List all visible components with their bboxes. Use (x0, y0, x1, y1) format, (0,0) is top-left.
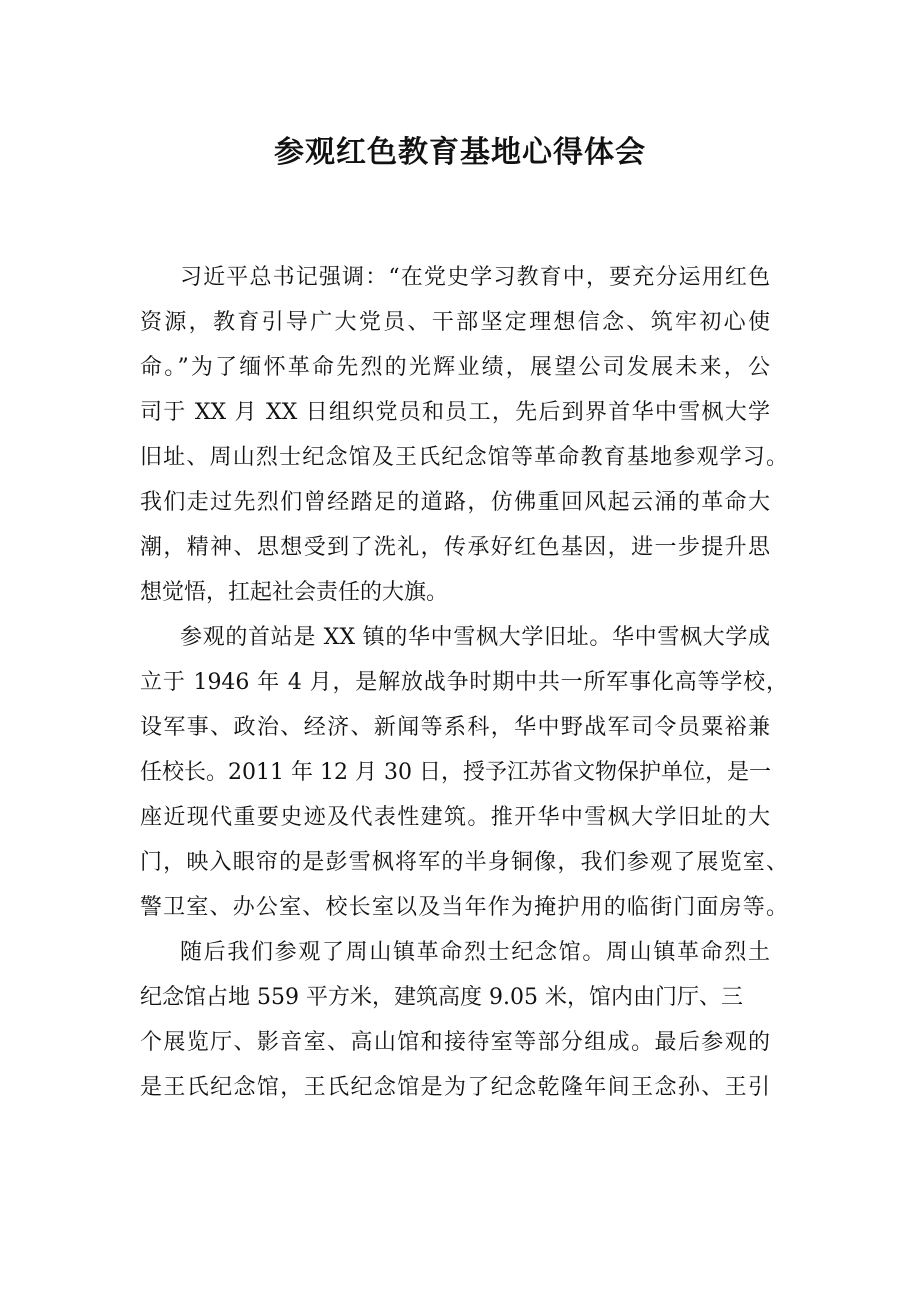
paragraph-3-line-1: 随后我们参观了周山镇革命烈士纪念馆。周山镇革命烈土 (180, 940, 770, 965)
paragraph-2-line-5: 座近现代重要史迹及代表性建筑。推开华中雪枫大学旧址的大 (140, 805, 770, 830)
paragraph-1-line-1: 习近平总书记强调：“在党史学习教育中，要充分运用红色 (180, 265, 770, 290)
paragraph-3-line-4: 是王氏纪念馆，王氏纪念馆是为了纪念乾隆年间王念孙、王引 (140, 1075, 770, 1100)
paragraph-2-line-4: 任校长。2011 年 12 月 30 日，授予江苏省文物保护单位，是一 (140, 760, 771, 785)
paragraph-1-line-3: 命。”为了缅怀革命先烈的光辉业绩，展望公司发展未来，公 (140, 355, 770, 380)
paragraph-3-line-3: 个展览厅、影音室、高山馆和接待室等部分组成。最后参观的 (140, 1030, 770, 1055)
paragraph-2-line-1: 参观的首站是 XX 镇的华中雪枫大学旧址。华中雪枫大学成 (180, 625, 770, 650)
paragraph-2-line-3: 设军事、政治、经济、新闻等系科，华中野战军司令员粟裕兼 (140, 715, 770, 740)
paragraph-1-line-8: 想觉悟，扛起社会责任的大旗。 (140, 580, 449, 605)
paragraph-1-line-5: 旧址、周山烈士纪念馆及王氏纪念馆等革命教育基地参观学习。 (140, 445, 788, 470)
paragraph-1-line-7: 潮，精神、思想受到了洗礼，传承好红色基因，进一步提升思 (140, 535, 770, 560)
paragraph-2-line-6: 门，映入眼帘的是彭雪枫将军的半身铜像，我们参观了展览室、 (140, 850, 788, 875)
document-title: 参观红色教育基地心得体会 (274, 135, 646, 170)
paragraph-3-line-2: 纪念馆占地 559 平方米，建筑高度 9.05 米，馆内由门厅、三 (140, 985, 743, 1010)
paragraph-1-line-2: 资源，教育引导广大党员、干部坚定理想信念、筑牢初心使 (140, 310, 770, 335)
paragraph-1-line-6: 我们走过先烈们曾经踏足的道路，仿佛重回风起云涌的革命大 (140, 490, 770, 515)
paragraph-1-line-4: 司于 XX 月 XX 日组织党员和员工，先后到界首华中雪枫大学 (140, 400, 770, 425)
paragraph-2-line-7: 警卫室、办公室、校长室以及当年作为掩护用的临街门面房等。 (140, 895, 788, 920)
paragraph-2-line-2: 立于 1946 年 4 月，是解放战争时期中共一所军事化高等学校， (140, 670, 788, 695)
document-body (140, 255, 790, 1110)
